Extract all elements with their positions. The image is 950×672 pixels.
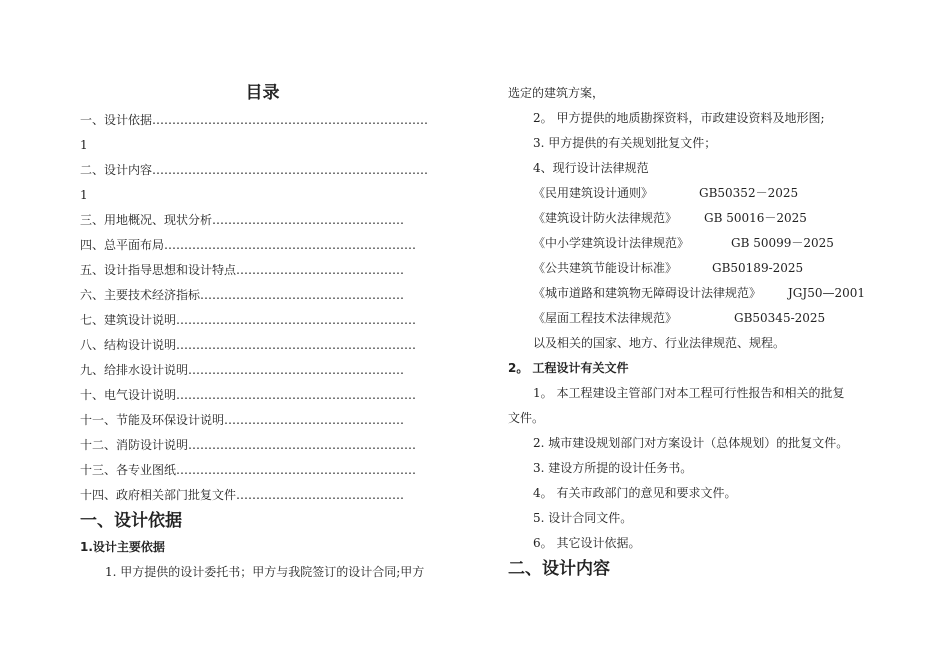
paragraph-line: 3. 甲方提供的有关规划批复文件； <box>533 136 717 150</box>
paragraph-line: 文件。 <box>508 411 545 425</box>
paragraph-line: 1. 甲方提供的设计委托书；甲方与我院签订的设计合同;甲方 <box>105 565 425 579</box>
standard-name: 《公共建筑节能设计标准》 <box>533 261 678 275</box>
standard-entry <box>508 256 878 281</box>
standard-code: GB50189-2025 <box>712 261 804 275</box>
standard-name: 《民用建筑设计通则》 <box>533 186 654 200</box>
right-column <box>508 81 878 583</box>
toc-title: 目录 <box>245 83 280 103</box>
paragraph-line: 6。 其它设计依据。 <box>533 536 641 550</box>
toc-item: 六、主要技术经济指标…………………………………………… <box>80 288 405 302</box>
paragraph-line: 4。 有关市政部门的意见和要求文件。 <box>533 486 737 500</box>
toc-item: 一、设计依据…………………………………………………………… <box>80 113 429 127</box>
standard-name: 《屋面工程技术法律规范》 <box>533 311 678 325</box>
toc-item: 七、建筑设计说明…………………………………………………… <box>80 313 417 327</box>
toc-item: 八、结构设计说明…………………………………………………… <box>80 338 417 352</box>
standard-entry <box>508 231 878 256</box>
toc-item: 九、给排水设计说明……………………………………………… <box>80 363 405 377</box>
standard-name: 《城市道路和建筑物无障碍设计法律规范》 <box>533 286 762 300</box>
standard-entry <box>508 206 878 231</box>
standard-entry <box>508 306 878 331</box>
standard-code: GB 50099－2025 <box>731 236 834 250</box>
toc-item: 十三、各专业图纸…………………………………………………… <box>80 463 417 477</box>
standard-code: GB50345-2025 <box>734 311 826 325</box>
paragraph-line: 1。 本工程建设主管部门对本工程可行性报告和相关的批复 <box>533 386 845 400</box>
toc-item: 三、用地概况、现状分析………………………………………… <box>80 213 405 227</box>
section-heading: 二、设计内容 <box>508 559 610 579</box>
standard-entry <box>508 281 878 306</box>
paragraph-line: 5. 设计合同文件。 <box>533 511 633 525</box>
standard-code: GB50352－2025 <box>699 186 799 200</box>
left-column <box>80 78 445 585</box>
standard-code: GB 50016－2025 <box>704 211 807 225</box>
standard-name: 《中小学建筑设计法律规范》 <box>533 236 690 250</box>
standard-entry <box>508 181 878 206</box>
toc-item: 十、电气设计说明…………………………………………………… <box>80 388 417 402</box>
section-heading: 一、设计依据 <box>80 511 182 531</box>
standard-code: JGJ50—2001 <box>788 286 866 300</box>
toc-page-number: 1 <box>80 138 88 152</box>
toc-page-number: 1 <box>80 188 88 202</box>
paragraph-line: 4、现行设计法律规范 <box>533 161 649 175</box>
standard-name: 《建筑设计防火法律规范》 <box>533 211 678 225</box>
paragraph-line: 2。 甲方提供的地质勘探资料，市政建设资料及地形图; <box>533 111 825 125</box>
toc-item: 十四、政府相关部门批复文件…………………………………… <box>80 488 405 502</box>
subsection-heading: 2。 工程设计有关文件 <box>508 361 629 375</box>
paragraph-line: 选定的建筑方案， <box>508 86 605 100</box>
paragraph-line: 2. 城市建设规划部门对方案设计（总体规划）的批复文件。 <box>533 436 849 450</box>
subsection-heading: 1.设计主要依据 <box>80 540 165 554</box>
paragraph-line: 3. 建设方所提的设计任务书。 <box>533 461 693 475</box>
paragraph-line: 以及相关的国家、地方、行业法律规范、规程。 <box>533 336 786 350</box>
toc-item: 二、设计内容…………………………………………………………… <box>80 163 429 177</box>
toc-item: 四、总平面布局……………………………………………………… <box>80 238 417 252</box>
toc-item: 五、设计指导思想和设计特点…………………………………… <box>80 263 405 277</box>
toc-item: 十一、节能及环保设计说明……………………………………… <box>80 413 405 427</box>
toc-item: 十二、消防设计说明………………………………………………… <box>80 438 417 452</box>
